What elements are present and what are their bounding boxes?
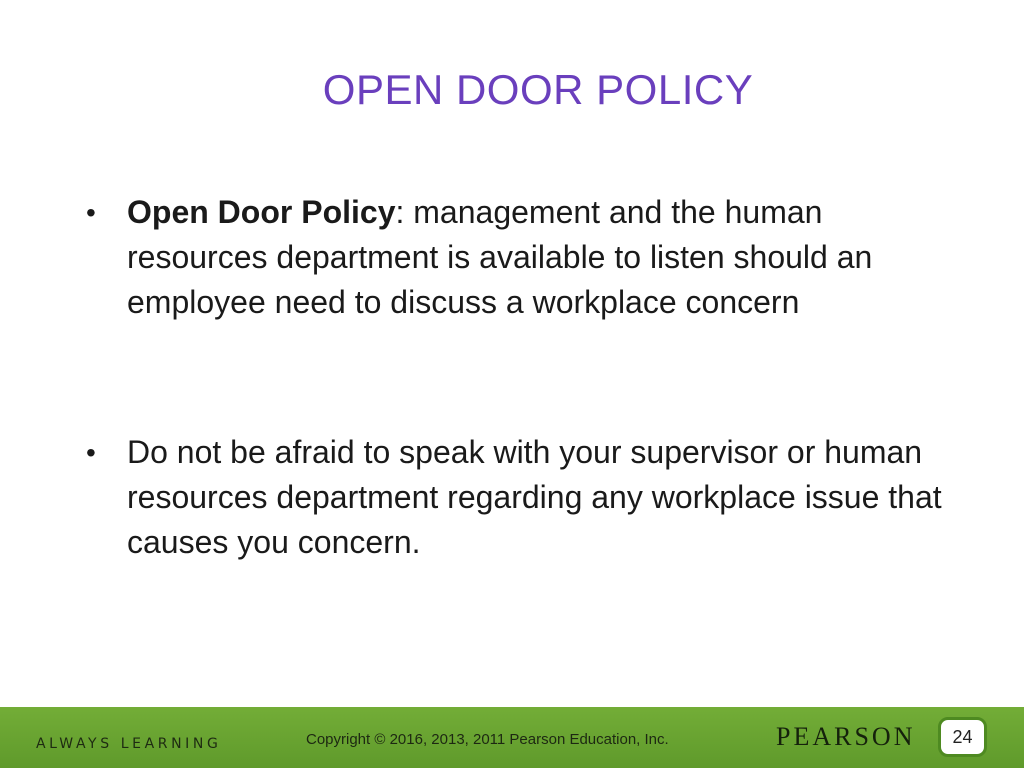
bullet-list	[84, 190, 964, 565]
copyright-notice: Copyright © 2016, 2013, 2011 Pearson Education, Inc.	[306, 731, 669, 748]
page-number: 24	[952, 727, 973, 747]
bullet-icon: •	[86, 197, 96, 228]
tagline: ALWAYS LEARNING	[36, 736, 222, 752]
bullet-item	[84, 190, 964, 325]
footer-bar	[0, 707, 1024, 768]
bullet-item	[84, 430, 964, 565]
bullet-text: Do not be afraid to speak with your supervisor or human resources department regarding any workplace issue that causes you concern.	[127, 434, 942, 560]
page-number-badge	[938, 717, 987, 757]
bullet-icon: •	[86, 437, 96, 468]
slide-title: OPEN DOOR POLICY	[322, 66, 754, 113]
bullet-text: : management and the human resources department is available to listen should an employee need to discuss a workplace concern	[127, 194, 873, 320]
bullet-term: Open Door Policy	[127, 194, 396, 230]
pearson-logo: PEARSON	[776, 722, 916, 751]
